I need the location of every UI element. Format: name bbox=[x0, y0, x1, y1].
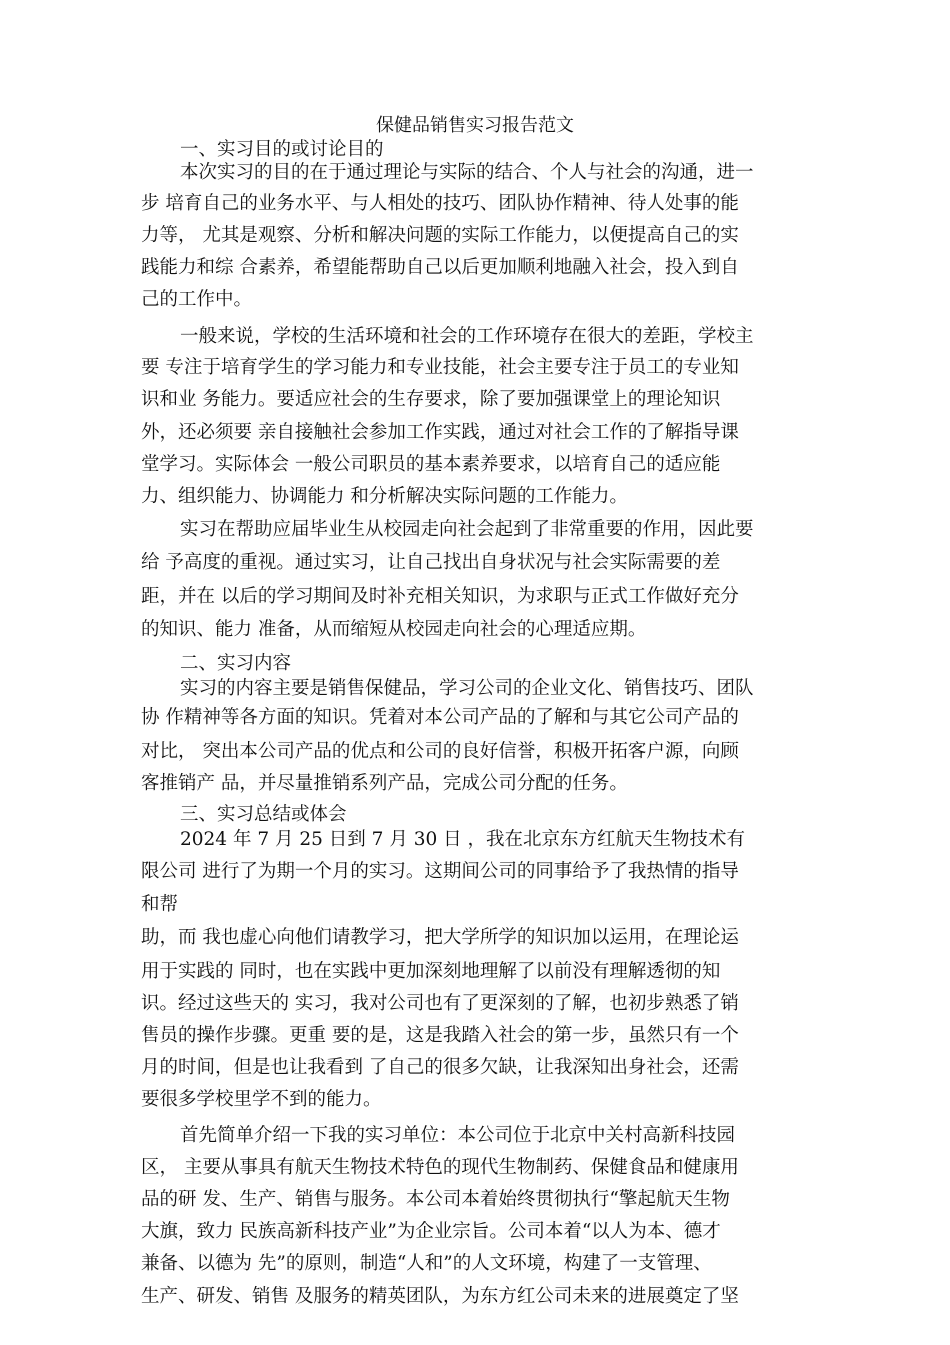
paragraph-line: 客推销产 品，并尽量推销系列产品，完成公司分配的任务。 bbox=[141, 773, 628, 794]
paragraph-line: 区， 主要从事具有航天生物技术特色的现代生物制药、保健食品和健康用 bbox=[141, 1157, 739, 1178]
paragraph-line: 对比， 突出本公司产品的优点和公司的良好信誉，积极开拓客户源，向顾 bbox=[141, 741, 739, 762]
paragraph-line: 限公司 进行了为期一个月的实习。这期间公司的同事给予了我热情的指导 bbox=[141, 861, 739, 882]
paragraph-line: 距，并在 以后的学习期间及时补充相关知识，为求职与正式工作做好充分 bbox=[141, 586, 739, 607]
section-heading: 二、实习内容 bbox=[180, 653, 292, 674]
paragraph-line: 步 培育自己的业务水平、与人相处的技巧、团队协作精神、待人处事的能 bbox=[141, 193, 739, 214]
paragraph-line: 的知识、能力 准备，从而缩短从校园走向社会的心理适应期。 bbox=[141, 619, 647, 640]
paragraph-line: 实习的内容主要是销售保健品，学习公司的企业文化、销售技巧、团队 bbox=[180, 678, 754, 699]
paragraph-line: 堂学习。实际体会 一般公司职员的基本素养要求，以培育自己的适应能 bbox=[141, 454, 721, 475]
paragraph-line: 助，而 我也虚心向他们请教学习，把大学所学的知识加以运用，在理论运 bbox=[141, 927, 739, 948]
paragraph-line: 本次实习的目的在于通过理论与实际的结合、个人与社会的沟通，进一 bbox=[180, 162, 754, 183]
paragraph-line: 和帮 bbox=[141, 894, 179, 915]
document-title: 保健品销售实习报告范文 bbox=[376, 115, 574, 136]
paragraph-line: 月的时间，但是也让我看到 了自己的很多欠缺，让我深知出身社会，还需 bbox=[141, 1057, 739, 1078]
paragraph-line: 识。经过这些天的 实习，我对公司也有了更深刻的了解，也初步熟悉了销 bbox=[141, 993, 739, 1014]
paragraph-line: 协 作精神等各方面的知识。凭着对本公司产品的了解和与其它公司产品的 bbox=[141, 707, 739, 728]
paragraph-line: 实习在帮助应届毕业生从校园走向社会起到了非常重要的作用，因此要 bbox=[180, 519, 754, 540]
paragraph-line: 2024 年 7 月 25 日到 7 月 30 日 ，我在北京东方红航天生物技术有 bbox=[180, 829, 746, 850]
section-heading: 三、实习总结或体会 bbox=[180, 804, 347, 825]
paragraph-line: 要很多学校里学不到的能力。 bbox=[141, 1089, 382, 1110]
paragraph-line: 要 专注于培育学生的学习能力和专业技能，社会主要专注于员工的专业知 bbox=[141, 357, 739, 378]
section-heading: 一、实习目的或讨论目的 bbox=[180, 139, 384, 160]
paragraph-line: 大旗，致力 民族高新科技产业”为企业宗旨。公司本着“以人为本、德才 bbox=[141, 1221, 721, 1242]
paragraph-line: 己的工作中。 bbox=[141, 289, 253, 310]
paragraph-line: 识和业 务能力。要适应社会的生存要求，除了要加强课堂上的理论知识 bbox=[141, 389, 721, 410]
paragraph-line: 给 予高度的重视。通过实习，让自己找出自身状况与社会实际需要的差 bbox=[141, 552, 721, 573]
paragraph-line: 售员的操作步骤。更重 要的是，这是我踏入社会的第一步，虽然只有一个 bbox=[141, 1025, 739, 1046]
paragraph-line: 首先简单介绍一下我的实习单位：本公司位于北京中关村高新科技园 bbox=[180, 1125, 736, 1146]
paragraph-line: 生产、研发、销售 及服务的精英团队，为东方红公司未来的进展奠定了坚 bbox=[141, 1286, 739, 1307]
paragraph-line: 一般来说，学校的生活环境和社会的工作环境存在很大的差距，学校主 bbox=[180, 326, 754, 347]
paragraph-line: 践能力和综 合素养，希望能帮助自己以后更加顺利地融入社会，投入到自 bbox=[141, 257, 739, 278]
paragraph-line: 品的研 发、生产、销售与服务。本公司本着始终贯彻执行“擎起航天生物 bbox=[141, 1189, 730, 1210]
paragraph-line: 外，还必须要 亲自接触社会参加工作实践，通过对社会工作的了解指导课 bbox=[141, 422, 739, 443]
paragraph-line: 力、组织能力、协调能力 和分析解决实际问题的工作能力。 bbox=[141, 486, 628, 507]
paragraph-line: 兼备、以德为 先”的原则，制造“人和”的人文环境，构建了一支管理、 bbox=[141, 1253, 712, 1274]
paragraph-line: 力等， 尤其是观察、分析和解决问题的实际工作能力，以便提高自己的实 bbox=[141, 225, 739, 246]
paragraph-line: 用于实践的 同时，也在实践中更加深刻地理解了以前没有理解透彻的知 bbox=[141, 961, 721, 982]
